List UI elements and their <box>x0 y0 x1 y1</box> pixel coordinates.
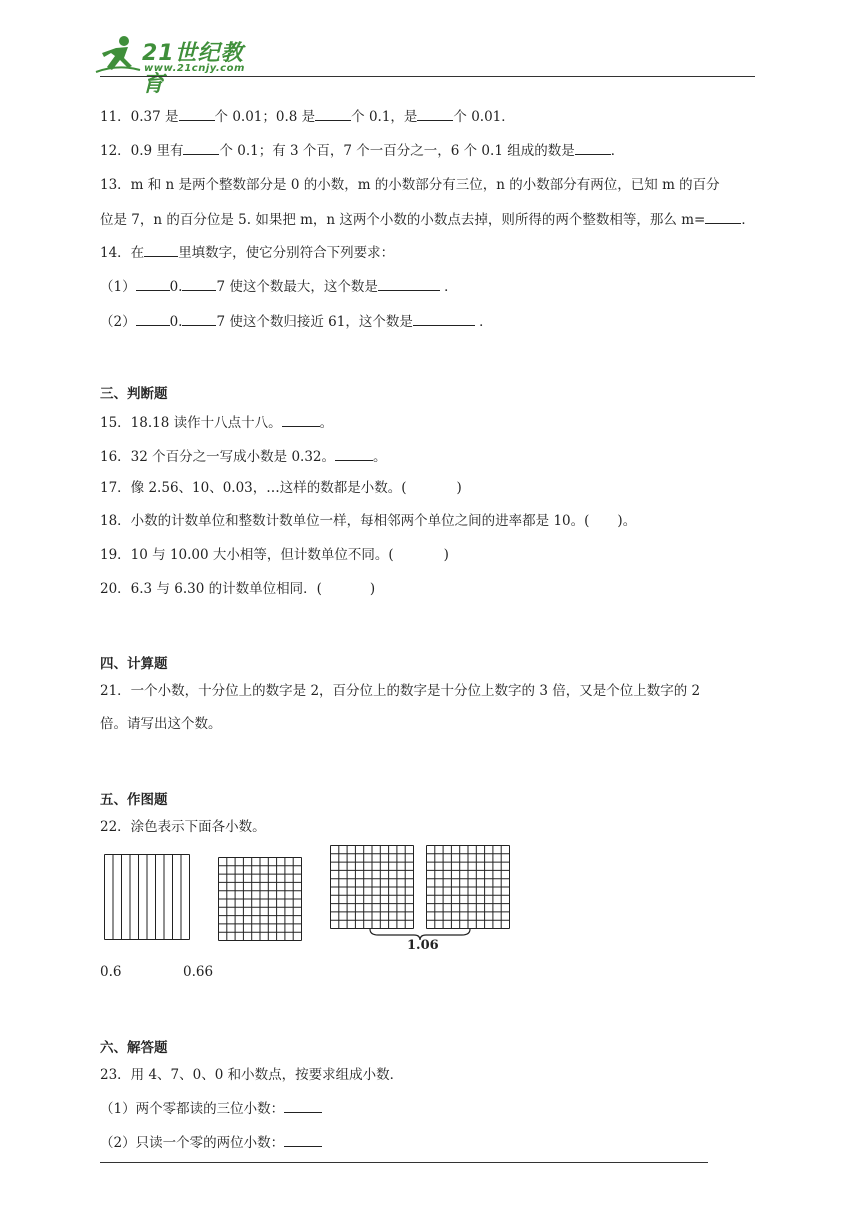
header-divider <box>100 76 755 77</box>
answer-blank[interactable] <box>282 412 320 427</box>
question-14: 14．在 里填数字，使它分别符合下列要求： <box>100 242 394 263</box>
hundred-grid-left[interactable] <box>330 845 414 929</box>
tenths-strip-grid[interactable] <box>104 854 190 940</box>
figure-label-0-66: 0.66 <box>183 964 214 980</box>
question-11: 11．0.37 是 个 0.01；0.8 是 个 0.1，是 个 0.01． <box>100 106 515 127</box>
question-16: 16．32 个百分之一写成小数是 0.32。 。 <box>100 446 387 467</box>
figure-label-0-6: 0.6 <box>100 964 122 980</box>
runner-logo-icon <box>94 34 142 76</box>
section-title-answer: 六、解答题 <box>100 1040 168 1056</box>
answer-blank[interactable] <box>284 1098 322 1113</box>
answer-blank[interactable] <box>136 311 170 326</box>
answer-blank[interactable] <box>378 276 440 291</box>
logo-url: www.21cnjy.com <box>144 63 245 74</box>
question-15: 15．18.18 读作十八点十八。 。 <box>100 412 333 433</box>
logo-title: 21世纪教育 <box>142 41 244 97</box>
question-14-part-2: （2） 0. 7 使这个数归接近 61，这个数是 ． <box>100 311 493 332</box>
answer-blank[interactable] <box>335 446 373 461</box>
answer-blank[interactable] <box>575 140 611 155</box>
section-title-calculation: 四、计算题 <box>100 656 168 672</box>
question-19: 19．10 与 10.00 大小相等，但计数单位不同。( ) <box>100 547 449 563</box>
question-22: 22．涂色表示下面各小数。 <box>100 819 266 835</box>
question-13-line-2: 位是 7，n 的百分位是 5. 如果把 m，n 这两个小数的小数点去掉，则所得的两个整数相等，那么 m= ． <box>100 209 755 230</box>
answer-blank[interactable] <box>315 106 351 121</box>
question-23-part-2: （2）只读一个零的两位小数： <box>100 1132 322 1153</box>
answer-blank[interactable] <box>417 106 453 121</box>
hundred-grid-right[interactable] <box>426 845 510 929</box>
answer-blank[interactable] <box>284 1132 322 1147</box>
question-23-part-1: （1）两个零都读的三位小数： <box>100 1098 322 1119</box>
question-17: 17．像 2.56、10、0.03，…这样的数都是小数。( ) <box>100 480 462 496</box>
figure-label-1-06: 1.06 <box>407 938 439 953</box>
question-12: 12．0.9 里有 个 0.1；有 3 个百，7 个一百分之一，6 个 0.1 组成的数是 ． <box>100 140 624 161</box>
section-title-judgement: 三、判断题 <box>100 386 168 402</box>
question-13-line-1: 13．m 和 n 是两个整数部分是 0 的小数，m 的小数部分有三位，n 的小数部分有两位，已知 m 的百分 <box>100 177 720 193</box>
answer-blank[interactable] <box>705 209 741 224</box>
question-21-line-1: 21．一个小数，十分位上的数字是 2，百分位上的数字是十分位上数字的 3 倍，又是个位上数字的 2 <box>100 683 701 699</box>
section-title-drawing: 五、作图题 <box>100 792 168 808</box>
answer-blank[interactable] <box>182 311 216 326</box>
question-20: 20．6.3 与 6.30 的计数单位相同．( ) <box>100 581 376 597</box>
question-23: 23．用 4、7、0、0 和小数点，按要求组成小数． <box>100 1067 404 1083</box>
footer-divider <box>100 1162 708 1163</box>
answer-blank[interactable] <box>179 106 215 121</box>
answer-blank[interactable] <box>183 140 219 155</box>
site-logo <box>94 34 264 97</box>
answer-blank[interactable] <box>136 276 170 291</box>
question-14-part-1: （1） 0. 7 使这个数最大，这个数是 ． <box>100 276 458 297</box>
question-18: 18．小数的计数单位和整数计数单位一样，每相邻两个单位之间的进率都是 10。( )。 <box>100 513 637 529</box>
answer-blank[interactable] <box>182 276 216 291</box>
answer-blank[interactable] <box>144 242 178 257</box>
answer-blank[interactable] <box>413 311 475 326</box>
question-21-line-2: 倍。请写出这个数。 <box>100 716 222 732</box>
hundred-grid[interactable] <box>218 857 302 941</box>
